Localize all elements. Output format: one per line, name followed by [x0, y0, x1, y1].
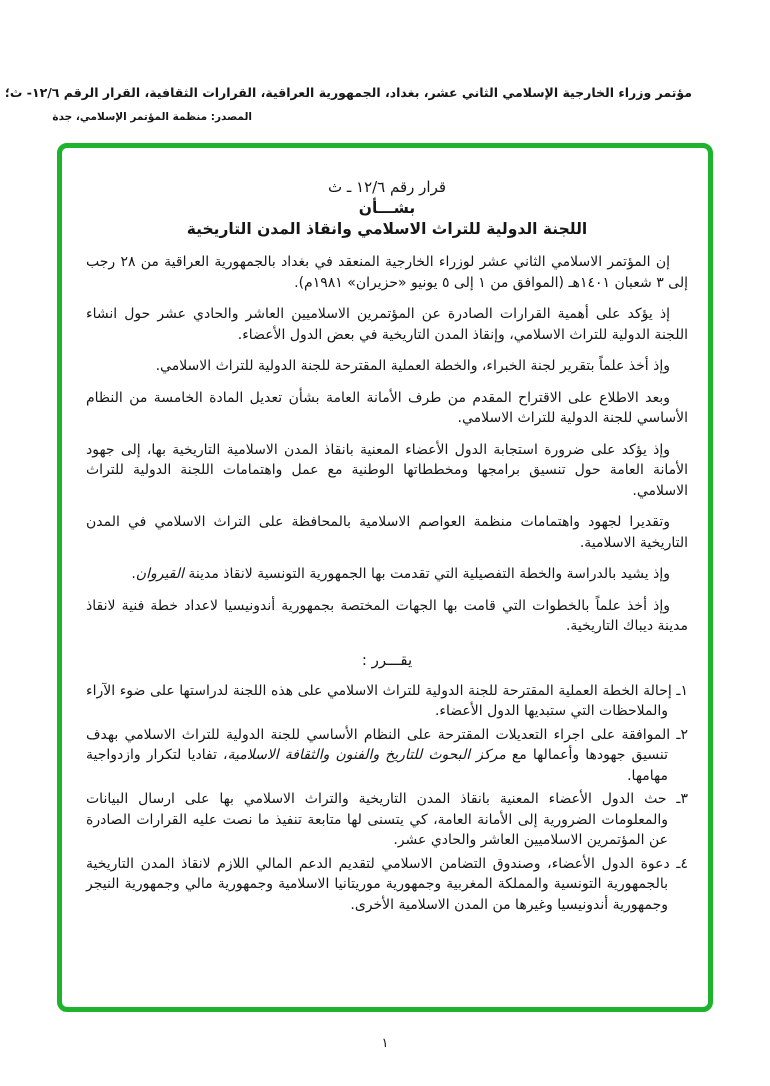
decision-text: الموافقة على اجراء التعديلات المقترحة على النظام الأساسي للجنة الدولية للتراث الاسلامي بهدف تنسيق جهودها وأعمالها مع [86, 726, 671, 763]
preamble-paragraph [86, 440, 688, 502]
page-number: ١ [381, 1036, 389, 1051]
decision-number: ٣ـ [666, 791, 688, 807]
decision-emphasis: مركز البحوث للتاريخ والفنون والثقافة الاسلامية [227, 747, 506, 763]
preamble-paragraph [86, 388, 688, 429]
preamble-paragraph [86, 596, 688, 637]
decides-label: يقـــرر : [361, 650, 413, 669]
decree-title: اللجنة الدولية للتراث الاسلامي وانقاذ المدن التاريخية [186, 220, 588, 238]
decision-item [86, 725, 688, 787]
paragraph-text: وإذ يؤكد على ضرورة استجابة الدول الأعضاء المعنية بانقاذ المدن الاسلامية التاريخية بها، إلى جهود الأمانة العامة حول تنسيق برامجها ومخططاتها الوطنية مع عمل واهتمامات اللجنة الدولية للتراث الاسلامي. [86, 441, 688, 499]
decision-text: ، تفاديا لتكرار وازدواجية مهامها. [86, 747, 668, 784]
paragraph-text: إن المؤتمر الاسلامي الثاني عشر لوزراء الخارجية المنعقد في بغداد بالجمهورية العراقية من ٢٨ رجب إلى ٣ شعبان ١٤٠١هـ (الموافق من ١ إلى ٥ يونيو «حزيران» ١٩٨١م). [86, 254, 688, 291]
decree-number-line: قرار رقم ١٢/٦ ـ ث [327, 178, 447, 196]
decree-regarding-label: بشـــأن [358, 199, 416, 217]
decision-number: ٤ـ [669, 855, 688, 872]
decision-item [86, 789, 688, 851]
paragraph-text: وإذ أخذ علماً بتقرير لجنة الخبراء، والخطة العملية المقترحة للجنة الدولية للتراث الاسلامي. [155, 358, 670, 374]
paragraph-text: . [131, 566, 136, 582]
paragraph-text: إذ يؤكد على أهمية القرارات الصادرة عن المؤتمرين الاسلاميين العاشر والحادي عشر حول انشاء اللجنة الدولية للتراث الاسلامي، وإنقاذ المدن التاريخية في بعض الدول الأعضاء. [86, 306, 688, 343]
paragraph-emphasis: القيروان [135, 566, 184, 582]
decision-number: ١ـ [671, 682, 688, 699]
preamble-paragraph [86, 512, 688, 553]
preamble-paragraph [86, 564, 688, 585]
paragraph-text: وبعد الاطلاع على الاقتراح المقدم من طرف الأمانة العامة بشأن تعديل المادة الخامسة من النظام الأساسي للجنة الدولية للتراث الاسلامي. [86, 389, 688, 426]
green-border-frame [57, 143, 713, 1012]
decision-text: إحالة الخطة العملية المقترحة للجنة الدولية للتراث الاسلامي على هذه اللجنة لدراستها على ضوء الآراء والملاحظات التي ستبديها الدول الأعضاء. [86, 682, 672, 719]
decision-text: حث الدول الأعضاء المعنية بانقاذ المدن التاريخية والتراث الاسلامي بها على ارسال البيانات والمعلومات الضرورية إلى الأمانة العامة، كي يتسنى لها متابعة تنفيذ ما نصت عليه القرارات الصادرة عن المؤتمرين الاسلاميين العاشر والحادي عشر. [86, 791, 668, 848]
header-source-line: المصدر: منظمة المؤتمر الإسلامي، جدة [52, 111, 252, 123]
paragraph-text: وتقديرا لجهود واهتمامات منظمة العواصم الاسلامية بالمحافظة على التراث الاسلامي في المدن التاريخية الاسلامية. [86, 514, 688, 551]
decision-item [86, 854, 688, 916]
decision-text: دعوة الدول الأعضاء، وصندوق التضامن الاسلامي لتقديم الدعم المالي اللازم لانقاذ المدن التاريخية بالجمهورية التونسية والمملكة المغربية وجمهورية موريتانيا الاسلامية وجمهورية مالي وجمهورية النيجر وجمهورية أندونيسيا وغيرها من المدن الاسلامية الأخرى. [86, 855, 670, 913]
preamble-paragraph [86, 252, 688, 293]
paragraph-text: وإذ أخذ علماً بالخطوات التي قامت بها الجهات المختصة بجمهورية أندونيسيا لاعداد خطة فنية لانقاذ مدينة ديباك التاريخية. [86, 597, 688, 634]
decision-item [86, 681, 688, 722]
paragraph-text: وإذ يشيد بالدراسة والخطة التفصيلية التي تقدمت بها الجمهورية التونسية لانقاذ مدينة [183, 566, 670, 582]
header-citation-line: مؤتمر وزراء الخارجية الإسلامي الثاني عشر، بغداد، الجمهورية العراقية، القرارات الثقافية، القرار الرقم ١٢/٦- ث؛ [4, 85, 692, 100]
decision-number: ٢ـ [670, 726, 688, 743]
preamble-paragraph [86, 304, 688, 345]
preamble-paragraph [86, 356, 688, 377]
